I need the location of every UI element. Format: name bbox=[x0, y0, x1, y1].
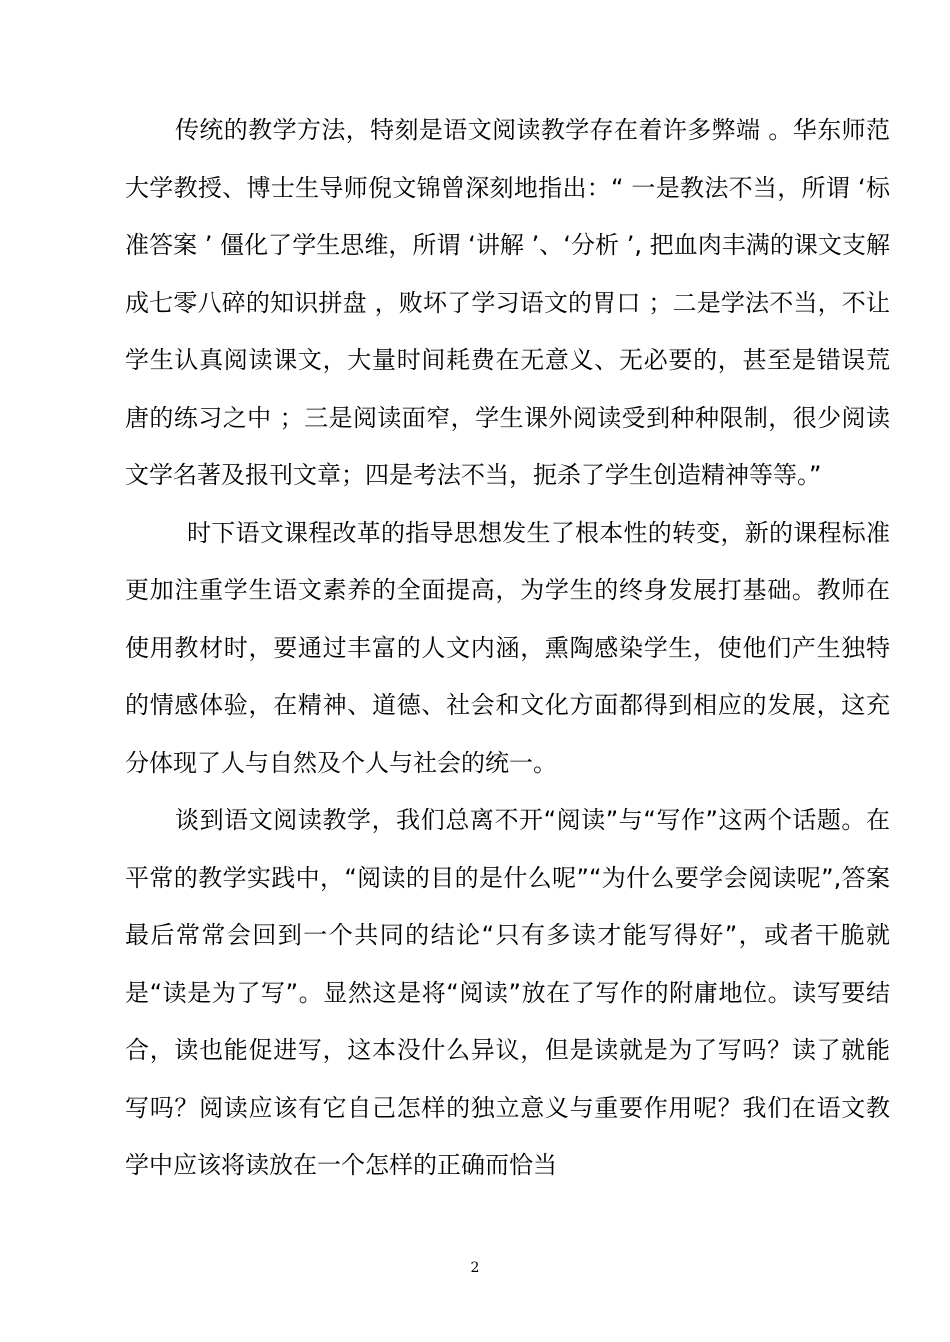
body-text bbox=[125, 102, 890, 1195]
paragraph-reading-writing: 谈到语文阅读教学，我们总离不开“阅读”与“写作”这两个话题。在平常的教学实践中，“阅读的目的是什么呢”“为什么要学会阅读呢”,答案最后常常会回到一个共同的结论“只有多读才能写得好”，或者干脆就是“读是为了写”。显然这是将“阅读”放在了写作的附庸地位。读写要结合，读也能促进写，这本没什么异议，但是读就是为了写吗？读了就能写吗？阅读应该有它自己怎样的独立意义与重要作用呢？我们在语文教学中应该将读放在一个怎样的正确而恰当 bbox=[125, 806, 890, 1179]
paragraph-curriculum-reform: 时下语文课程改革的指导思想发生了根本性的转变，新的课程标准更加注重学生语文素养的全面提高，为学生的终身发展打基础。教师在使用教材时，要通过丰富的人文内涵，熏陶感染学生，使他们产生独特的情感体验，在精神、道德、社会和文化方面都得到相应的发展，这充分体现了人与自然及个人与社会的统一。 bbox=[125, 518, 890, 777]
page-number: 2 bbox=[470, 1260, 480, 1276]
paragraph-traditional-methods: 传统的教学方法，特刻是语文阅读教学存在着许多弊端 。华东师范大学教授、博士生导师倪文锦曾深刻地指出：“ 一是教法不当，所谓 ‘标准答案 ’ 僵化了学生思维，所谓 ‘讲解 ’、‘分析 ’, 把血肉丰满的课文支解成七零八碎的知识拼盘 ，败坏了学习语文的胃口 ；二是学法不当，不让学生认真阅读课文，大量时间耗费在无意义、无必要的，甚至是错误荒唐的练习之中 ；三是阅读面窄，学生课外阅读受到种种限制，很少阅读文学名著及报刊文章；四是考法不当，扼杀了学生创造精神等等。” bbox=[125, 116, 890, 489]
